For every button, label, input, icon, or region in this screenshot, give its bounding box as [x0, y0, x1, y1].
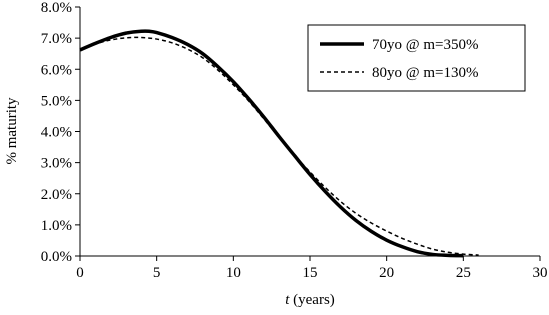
x-tick-label: 25 [455, 265, 471, 281]
y-tick-label: 4.0% [40, 124, 72, 141]
legend-label-series-1: 70yo @ m=350% [372, 37, 479, 53]
x-axis-title [285, 292, 335, 308]
y-tick-label: 2.0% [40, 186, 72, 203]
x-tick-label: 5 [152, 265, 161, 281]
x-axis-ticks [76, 256, 547, 281]
x-tick-label: 0 [76, 265, 84, 281]
x-tick-label: 30 [532, 265, 548, 281]
y-tick-label: 7.0% [40, 31, 72, 48]
y-axis-title: % maturity [4, 97, 20, 165]
y-axis-ticks [41, 0, 80, 265]
y-tick-label: 3.0% [40, 155, 72, 172]
y-tick-label: 0.0% [40, 249, 72, 265]
y-tick-label: 6.0% [40, 62, 72, 79]
y-tick-label: 5.0% [40, 93, 72, 110]
x-tick-label: 15 [302, 265, 318, 281]
x-tick-label: 10 [225, 265, 241, 281]
y-tick-label: 1.0% [40, 217, 72, 234]
x-axis-title-unit: (years) [289, 292, 335, 308]
x-axis-title-variable: t [285, 292, 290, 308]
legend-box [308, 25, 525, 91]
y-tick-label: 8.0% [40, 0, 72, 16]
legend-label-series-2: 80yo @ m=130% [372, 65, 479, 81]
x-tick-label: 20 [379, 265, 395, 281]
legend [308, 25, 525, 91]
